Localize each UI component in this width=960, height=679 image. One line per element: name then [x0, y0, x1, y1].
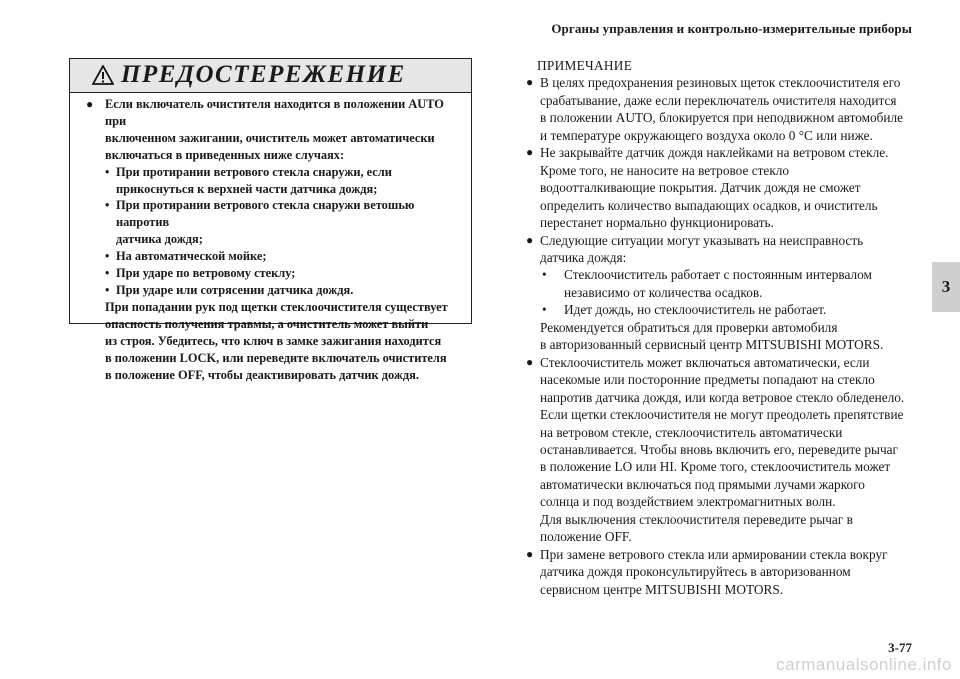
text-line: Кроме того, не наносите на ветровое стекло	[540, 162, 790, 178]
dot-bullet-icon: •	[105, 266, 110, 281]
text-line: в положение OFF, чтобы деактивировать датчик дождя.	[105, 367, 419, 382]
text-line: При попадании рук под щетки стеклоочистителя существует	[105, 299, 448, 314]
bullet-icon: ●	[526, 75, 534, 90]
bullet-icon: ●	[526, 354, 534, 369]
text-line: перестанет нормально функционировать.	[540, 215, 774, 231]
bullet-icon: ●	[526, 232, 534, 247]
page-number: 3-77	[888, 640, 912, 655]
text-line: Если включатель очистителя находится в положении AUTO при	[105, 97, 444, 128]
note-section	[526, 57, 916, 598]
text-line: из строя. Убедитесь, что ключ в замке зажигания находится	[105, 333, 442, 348]
text-line: в положении AUTO, блокируется при неподвижном автомобиле	[540, 110, 904, 126]
text-line: Рекомендуется обратиться для проверки автомобиля	[540, 319, 838, 335]
text-line: солнца и под воздействием электромагнитных волн.	[540, 494, 836, 510]
text-line: Если щетки стеклоочистителя не могут преодолеть препятствие	[540, 407, 904, 423]
watermark: carmanualsonline.info	[776, 655, 952, 674]
text-line: сервисном центре MITSUBISHI MOTORS.	[540, 581, 784, 597]
text-line: датчика дождя;	[116, 232, 203, 247]
note-item	[526, 74, 916, 144]
warning-sub-item	[79, 197, 467, 248]
note-item	[526, 354, 916, 546]
dot-bullet-icon: •	[105, 282, 110, 297]
warning-sub-item	[79, 282, 467, 299]
text-line: включенном зажигании, очиститель может автоматически	[105, 130, 435, 145]
dot-bullet-icon: •	[105, 198, 110, 213]
text-line: срабатывание, даже если переключатель очистителя находится	[540, 92, 897, 108]
text-line: автоматически включаться под прямыми лучами жаркого	[540, 476, 865, 492]
text-line: датчика дождя:	[540, 249, 627, 265]
text-line: останавливается. Чтобы вновь включить его, переведите рычаг	[540, 441, 898, 457]
note-sub-item	[526, 266, 916, 301]
bullet-icon: ●	[86, 97, 94, 111]
warning-title: ПРЕДОСТЕРЕЖЕНИЕ	[121, 61, 406, 88]
text-line: При протирании ветрового стекла снаружи, если	[116, 164, 392, 179]
text-line: При замене ветрового стекла или армировании стекла вокруг	[540, 546, 888, 562]
dot-bullet-icon: •	[105, 249, 110, 264]
text-line: прикоснуться к верхней части датчика дождя;	[116, 181, 378, 196]
text-line: На автоматической мойке;	[116, 249, 267, 264]
text-line: включаться в приведенных ниже случаях:	[105, 147, 345, 162]
text-line: на ветровом стекле, стеклоочиститель автоматически	[540, 424, 843, 440]
note-sub-item	[526, 301, 916, 318]
warning-body	[79, 96, 467, 383]
text-line: Следующие ситуации могут указывать на неисправность	[540, 232, 864, 248]
note-item	[526, 232, 916, 267]
text-line: определить количество выпадающих осадков, и очиститель	[540, 197, 878, 213]
warning-item	[79, 96, 467, 164]
dot-bullet-icon: •	[542, 267, 547, 283]
text-line: и температуре окружающего воздуха около 0 °C или ниже.	[540, 127, 873, 143]
text-line: Для выключения стеклоочистителя переведите рычаг в	[540, 511, 853, 527]
text-line: При ударе или сотрясении датчика дождя.	[116, 282, 354, 297]
text-line: положение OFF.	[540, 529, 632, 545]
chapter-tab: 3	[932, 262, 960, 312]
text-line: напротив датчика дождя, или когда ветровое стекло обледенело.	[540, 389, 905, 405]
dot-bullet-icon: •	[542, 302, 547, 318]
text-line: В целях предохранения резиновых щеток стеклоочистителя его	[540, 75, 901, 91]
bullet-icon: ●	[526, 145, 534, 160]
text-line: Стеклоочиститель может включаться автоматически, если	[540, 354, 870, 370]
text-line: в авторизованный сервисный центр MITSUBISHI MOTORS.	[540, 337, 884, 353]
text-line: датчика дождя проконсультируйтесь в авторизованном	[540, 564, 851, 580]
warning-sub-item	[79, 164, 467, 198]
text-line: водоотталкивающие покрытия. Датчик дождя не сможет	[540, 180, 861, 196]
text-line: При протирании ветрового стекла снаружи ветошью напротив	[116, 198, 415, 230]
text-line: в положении LOCK, или переведите включатель очистителя	[105, 350, 447, 365]
text-line: в положение LO или HI. Кроме того, стеклоочиститель может	[540, 459, 891, 475]
text-line: Идет дождь, но стеклоочиститель не работает.	[564, 302, 827, 318]
text-line: Не закрывайте датчик дождя наклейками на ветровом стекле.	[540, 145, 889, 161]
warning-triangle-icon	[92, 65, 114, 85]
note-item	[526, 546, 916, 598]
text-line: При ударе по ветровому стеклу;	[116, 266, 296, 281]
dot-bullet-icon: •	[105, 164, 110, 179]
text-line: Стеклоочиститель работает с постоянным интервалом	[564, 267, 872, 283]
warning-title-bar	[70, 59, 471, 93]
bullet-icon: ●	[526, 546, 534, 561]
warning-box	[69, 58, 472, 382]
text-line: насекомые или посторонние предметы попадают на стекло	[540, 372, 875, 388]
text-line: опасность получения травмы, а очиститель может выйти	[105, 316, 429, 331]
warning-sub-item	[79, 265, 467, 282]
note-item	[526, 144, 916, 231]
note-title: ПРИМЕЧАНИЕ	[537, 58, 633, 73]
warning-sub-item	[79, 248, 467, 265]
text-line: независимо от количества осадков.	[564, 284, 763, 300]
page-header: Органы управления и контрольно-измерительные приборы	[551, 21, 912, 36]
warning-closing	[79, 299, 467, 384]
